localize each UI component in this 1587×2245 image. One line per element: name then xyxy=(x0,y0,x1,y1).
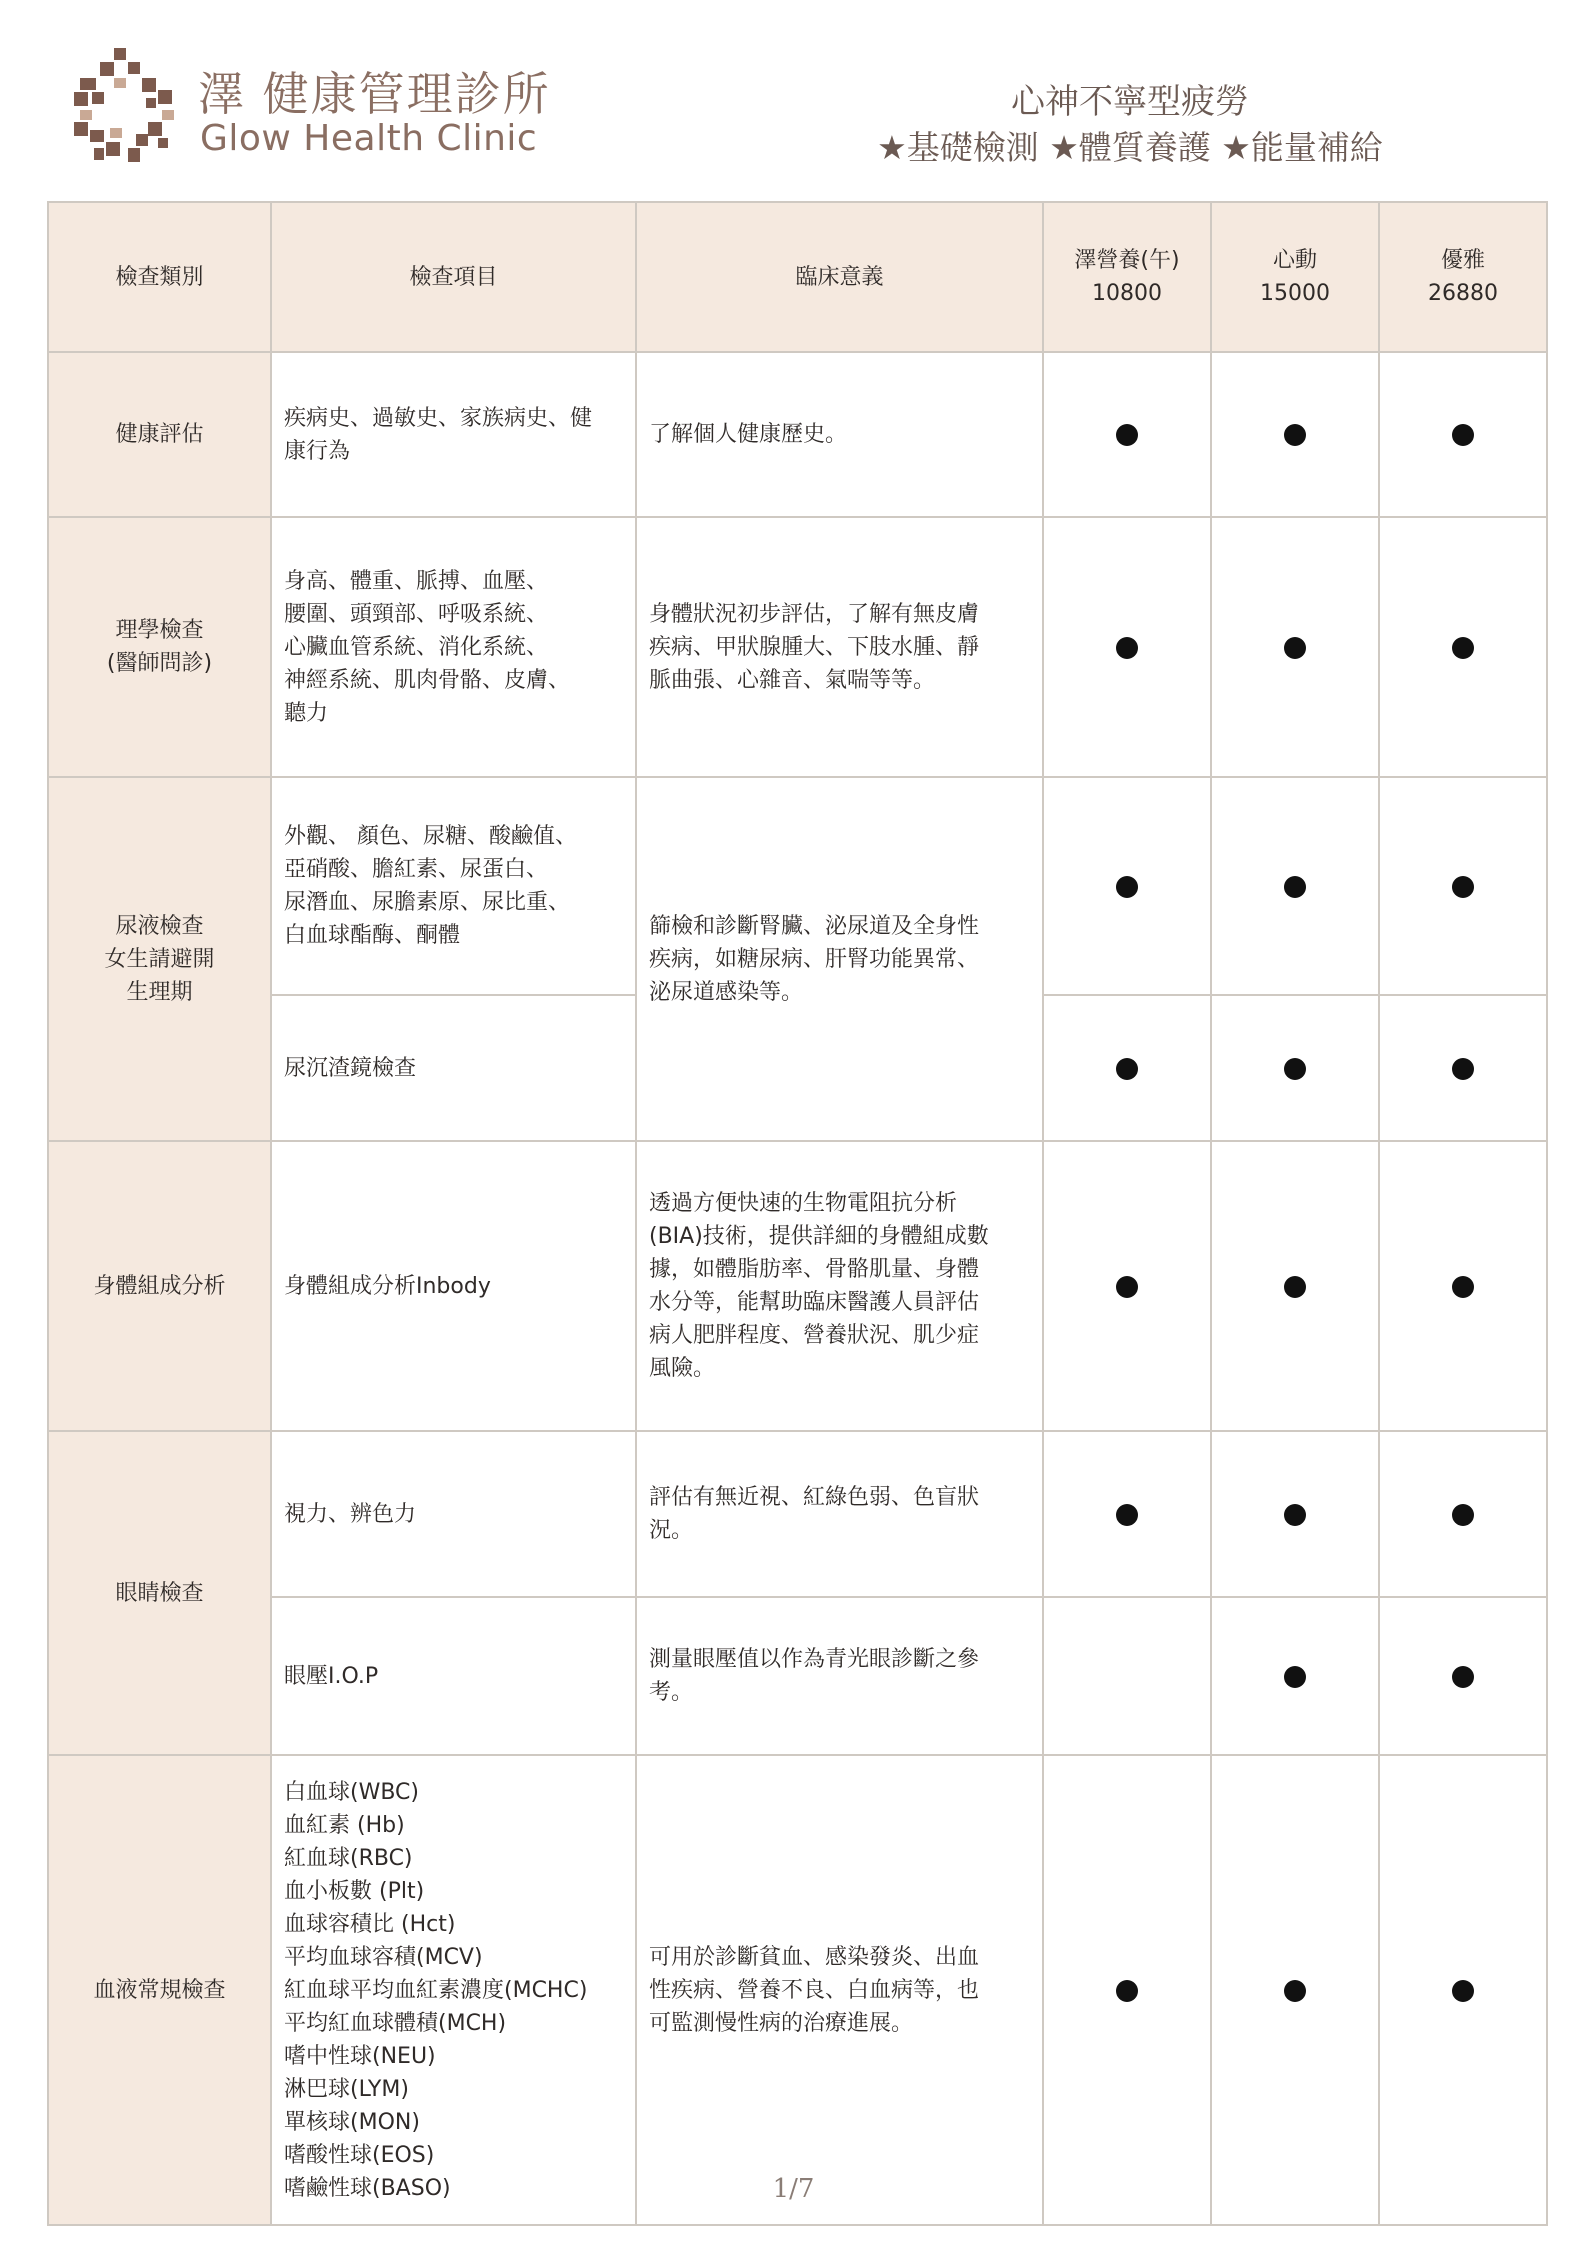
included-dot-icon xyxy=(1284,637,1306,659)
included-dot-icon xyxy=(1452,424,1474,446)
category-label: 身體組成分析 xyxy=(93,1273,226,1299)
meaning-text: 據，如體脂肪率、骨骼肌量、身體 xyxy=(649,1257,980,1282)
included-dot-icon xyxy=(1452,1980,1474,2002)
item-text: 視力、辨色力 xyxy=(284,1501,417,1527)
item-text: 紅血球(RBC) xyxy=(284,1845,413,1871)
plan-2-price: 15000 xyxy=(1260,281,1330,306)
meaning-text: 了解個人健康歷史。 xyxy=(649,422,848,447)
item-cell xyxy=(271,1755,636,2225)
plan-1-cell xyxy=(1043,352,1211,517)
meaning-cell xyxy=(636,1431,1043,1597)
item-text: 心臟血管系統、消化系統、 xyxy=(284,634,549,660)
header-plan-3 xyxy=(1379,202,1547,352)
plan-1-cell xyxy=(1043,1431,1211,1597)
item-cell xyxy=(271,517,636,777)
included-dot-icon xyxy=(1284,1504,1306,1526)
item-text: 亞硝酸、膽紅素、尿蛋白、 xyxy=(284,857,549,882)
meaning-text: 可用於診斷貧血、感染發炎、出血 xyxy=(649,1944,980,1970)
plan-1-cell xyxy=(1043,1141,1211,1431)
clinic-logo-icon xyxy=(74,48,180,164)
table-header-row xyxy=(48,202,1547,352)
category-label: 健康評估 xyxy=(115,422,204,447)
header-meaning: 臨床意義 xyxy=(636,202,1043,352)
included-dot-icon xyxy=(1452,1058,1474,1080)
plan-2-cell xyxy=(1211,777,1379,995)
category-label: (醫師問診) xyxy=(106,651,213,676)
plan-1-cell xyxy=(1043,995,1211,1141)
item-text: 外觀、 顏色、尿糖、酸鹼值、 xyxy=(284,824,577,849)
plan-3-price: 26880 xyxy=(1428,281,1498,306)
included-dot-icon xyxy=(1284,876,1306,898)
included-dot-icon xyxy=(1452,1276,1474,1298)
item-text: 眼壓I.O.P xyxy=(284,1663,379,1689)
included-dot-icon xyxy=(1452,1666,1474,1688)
table-row xyxy=(48,1755,1547,2225)
meaning-text: 考。 xyxy=(649,1680,694,1705)
item-cell xyxy=(271,995,636,1141)
category-label: 尿液檢查 xyxy=(115,913,204,939)
included-dot-icon xyxy=(1452,876,1474,898)
category-label: 眼睛檢查 xyxy=(115,1580,204,1606)
category-label: 生理期 xyxy=(126,979,193,1005)
item-text: 淋巴球(LYM) xyxy=(284,2076,409,2102)
plan-3-cell xyxy=(1379,995,1547,1141)
meaning-cell xyxy=(636,517,1043,777)
plan-1-cell xyxy=(1043,1755,1211,2225)
header-plan-1 xyxy=(1043,202,1211,352)
plan-subtitle: ★基礎檢測 ★體質養護 ★能量補給 xyxy=(877,128,1383,167)
item-text: 白血球(WBC) xyxy=(284,1779,419,1805)
included-dot-icon xyxy=(1452,637,1474,659)
included-dot-icon xyxy=(1116,424,1138,446)
meaning-text: 性疾病、營養不良、白血病等，也 xyxy=(649,1977,980,2003)
plan-2-cell xyxy=(1211,1755,1379,2225)
page-number: 1/7 xyxy=(772,2174,815,2204)
item-text: 康行為 xyxy=(284,438,351,464)
item-text: 腰圍、頭頸部、呼吸系統、 xyxy=(284,601,549,627)
included-dot-icon xyxy=(1116,1058,1138,1080)
item-text: 嗜中性球(NEU) xyxy=(284,2043,436,2069)
table-row xyxy=(48,1141,1547,1431)
meaning-text: 脈曲張、心雜音、氣喘等等。 xyxy=(649,667,936,693)
plan-1-cell xyxy=(1043,1597,1211,1755)
meaning-cell xyxy=(636,777,1043,1141)
included-dot-icon xyxy=(1116,1276,1138,1298)
included-dot-icon xyxy=(1284,1058,1306,1080)
item-text: 身體組成分析Inbody xyxy=(284,1273,491,1299)
item-cell xyxy=(271,352,636,517)
table-row xyxy=(48,517,1547,777)
header-plan-2 xyxy=(1211,202,1379,352)
plan-1-cell xyxy=(1043,517,1211,777)
header-item: 檢查項目 xyxy=(271,202,636,352)
clinic-name-en: Glow Health Clinic xyxy=(200,118,538,159)
item-text: 嗜酸性球(EOS) xyxy=(284,2142,435,2168)
plan-3-cell xyxy=(1379,1141,1547,1431)
plan-1-name: 澤營養(午) xyxy=(1074,248,1180,273)
item-text: 紅血球平均血紅素濃度(MCHC) xyxy=(284,1977,588,2003)
plan-2-cell xyxy=(1211,995,1379,1141)
meaning-cell xyxy=(636,352,1043,517)
table-row xyxy=(48,1431,1547,1597)
item-text: 尿沉渣鏡檢查 xyxy=(284,1055,417,1081)
meaning-text: 疾病，如糖尿病、肝腎功能異常、 xyxy=(649,946,980,972)
included-dot-icon xyxy=(1284,1666,1306,1688)
table-row xyxy=(48,777,1547,995)
plan-3-name: 優雅 xyxy=(1440,248,1485,273)
category-label: 血液常規檢查 xyxy=(93,1977,226,2003)
included-dot-icon xyxy=(1116,876,1138,898)
plan-3-cell xyxy=(1379,777,1547,995)
category-label: 女生請避開 xyxy=(104,946,215,972)
plan-2-cell xyxy=(1211,1141,1379,1431)
plan-3-cell xyxy=(1379,352,1547,517)
item-cell xyxy=(271,1597,636,1755)
plan-3-cell xyxy=(1379,1755,1547,2225)
header-category: 檢查類別 xyxy=(48,202,271,352)
meaning-text: 泌尿道感染等。 xyxy=(649,979,804,1005)
meaning-text: 測量眼壓值以作為青光眼診斷之參 xyxy=(649,1647,980,1672)
plan-2-name: 心動 xyxy=(1272,248,1317,273)
plan-3-cell xyxy=(1379,1597,1547,1755)
item-text: 疾病史、過敏史、家族病史、健 xyxy=(284,405,593,431)
plan-2-cell xyxy=(1211,1597,1379,1755)
meaning-text: 篩檢和診斷腎臟、泌尿道及全身性 xyxy=(649,913,980,939)
meaning-cell xyxy=(636,1141,1043,1431)
meaning-text: 水分等，能幫助臨床醫護人員評估 xyxy=(649,1290,980,1315)
item-text: 白血球酯酶、酮體 xyxy=(284,923,461,948)
item-text: 身高、體重、脈搏、血壓、 xyxy=(284,568,549,594)
plan-2-cell xyxy=(1211,1431,1379,1597)
item-cell xyxy=(271,777,636,995)
meaning-text: 病人肥胖程度、營養狀況、肌少症 xyxy=(649,1323,980,1348)
item-text: 血球容積比 (Hct) xyxy=(284,1911,456,1937)
item-text: 嗜鹼性球(BASO) xyxy=(284,2175,451,2201)
plan-2-cell xyxy=(1211,352,1379,517)
plan-2-cell xyxy=(1211,517,1379,777)
meaning-text: 況。 xyxy=(649,1518,694,1543)
included-dot-icon xyxy=(1116,1980,1138,2002)
item-text: 神經系統、肌肉骨骼、皮膚、 xyxy=(284,667,571,693)
meaning-text: 可監測慢性病的治療進展。 xyxy=(649,2010,914,2036)
meaning-text: 疾病、甲狀腺腫大、下肢水腫、靜 xyxy=(649,634,980,660)
page-header xyxy=(0,0,1587,200)
included-dot-icon xyxy=(1452,1504,1474,1526)
item-cell xyxy=(271,1141,636,1431)
table-row xyxy=(48,352,1547,517)
item-text: 尿潛血、尿膽素原、尿比重、 xyxy=(284,890,571,915)
item-text: 平均紅血球體積(MCH) xyxy=(284,2010,507,2036)
included-dot-icon xyxy=(1284,1276,1306,1298)
meaning-text: 身體狀況初步評估，了解有無皮膚 xyxy=(649,601,980,627)
item-cell xyxy=(271,1431,636,1597)
plan-1-price: 10800 xyxy=(1092,281,1162,306)
category-cell xyxy=(48,1431,271,1755)
item-text: 平均血球容積(MCV) xyxy=(284,1944,483,1970)
plan-1-cell xyxy=(1043,777,1211,995)
meaning-text: 透過方便快速的生物電阻抗分析 xyxy=(649,1191,958,1216)
plan-3-cell xyxy=(1379,517,1547,777)
meaning-text: 評估有無近視、紅綠色弱、色盲狀 xyxy=(649,1485,980,1510)
category-cell xyxy=(48,352,271,517)
included-dot-icon xyxy=(1116,1504,1138,1526)
plan-3-cell xyxy=(1379,1431,1547,1597)
included-dot-icon xyxy=(1116,637,1138,659)
clinic-name-zh: 澤 健康管理診所 xyxy=(198,67,551,121)
meaning-cell xyxy=(636,1755,1043,2225)
exam-table xyxy=(47,201,1548,2226)
included-dot-icon xyxy=(1284,1980,1306,2002)
plan-title: 心神不寧型疲勞 xyxy=(1011,82,1249,122)
meaning-cell xyxy=(636,1597,1043,1755)
category-cell xyxy=(48,517,271,777)
table-row xyxy=(48,1597,1547,1755)
item-text: 血小板數 (Plt) xyxy=(284,1878,425,1904)
item-text: 血紅素 (Hb) xyxy=(284,1812,405,1838)
meaning-text: 風險。 xyxy=(649,1356,716,1381)
exam-table-body xyxy=(48,202,1547,2225)
category-label: 理學檢查 xyxy=(115,618,204,643)
category-cell xyxy=(48,777,271,1141)
meaning-text: (BIA)技術，提供詳細的身體組成數 xyxy=(649,1224,989,1249)
category-cell xyxy=(48,1755,271,2225)
item-text: 聽力 xyxy=(284,700,329,726)
item-text: 單核球(MON) xyxy=(284,2109,420,2135)
category-cell xyxy=(48,1141,271,1431)
included-dot-icon xyxy=(1284,424,1306,446)
